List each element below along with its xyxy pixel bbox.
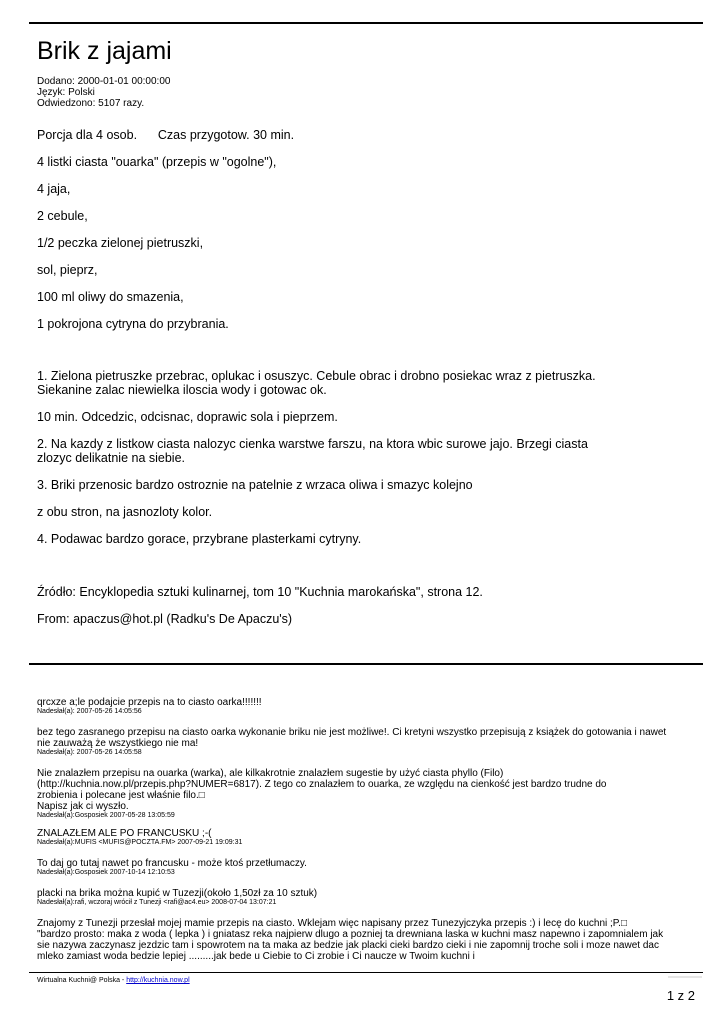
top-rule	[29, 22, 703, 24]
ingredient: 100 ml oliwy do smazenia,	[37, 290, 184, 304]
page-title: Brik z jajami	[37, 37, 172, 65]
comment-author: Nadesłał(a):MUFIS <MUFIS@POCZTA.FM> 2007-09-21 19:09:31	[37, 839, 243, 846]
comment	[37, 727, 677, 757]
footer	[37, 977, 190, 984]
comment-author: Nadesłał(a):Gosposiek 2007-10-14 12:10:53	[37, 869, 175, 876]
comment-text: Znajomy z Tunezji przesłał mojej mamie przepis na ciasto. Wklejam więc napisany przez Tunezyjczyka przepis :) i lecę do kuchni ;P.□ "bardzo prosto: maka z woda ( lepka ) i gniatasz reka najpierw dlugo a pozniej ta drewniana laska w kuchni masz napewno i zapomnialem jak sie nazywa zaczynasz jezdzic tam i spowrotem na ta maka az bedzie jak placki cieki bardzo cieki i nie zapomnij troche soli i moze nawet dac mleko zamiast woda bedzie lepiej .........jak bede u Ciebie to Ci zrobie i Ci naucze w Twoim kuchni i	[37, 918, 664, 962]
comment	[37, 768, 637, 820]
meta-visits: Odwiedzono: 5107 razy.	[37, 98, 145, 109]
footer-rule	[29, 972, 703, 973]
comment-text: bez tego zasranego przepisu na ciasto oarka wykonanie briku nie jest możliwe!. Ci kretyni wszystko przepisują z książek do gotowania i nawet nie zauważą że wszystkiego nie ma!	[37, 727, 667, 749]
step: 10 min. Odcedzic, odcisnac, doprawic sola i pieprzem.	[37, 410, 338, 424]
meta-language: Język: Polski	[37, 87, 95, 98]
comment-text: To daj go tutaj nawet po francusku - może ktoś przetłumaczy.	[37, 858, 307, 869]
comment	[37, 828, 677, 847]
comment	[37, 858, 677, 877]
comment-author: Nadesłał(a):rafi, wczoraj wrócił z Tunezji <rafi@ac4.eu> 2008-07-04 13:07:21	[37, 899, 277, 906]
comment-author: Nadesłał(a):Gosposiek 2007-05-28 13:05:59	[37, 812, 175, 819]
step: z obu stron, na jasnozloty kolor.	[37, 505, 213, 519]
comment-author: Nadesłał(a): 2007-05-26 14:05:56	[37, 708, 142, 715]
portion-info: Porcja dla 4 osob. Czas przygotow. 30 min.	[37, 128, 295, 142]
step: 3. Briki przenosic bardzo ostroznie na patelnie z wrzaca oliwa i smazyc kolejno	[37, 478, 473, 492]
comments-rule	[29, 663, 703, 665]
step: 4. Podawac bardzo gorace, przybrane plasterkami cytryny.	[37, 532, 362, 546]
footer-site: Wirtualna Kuchni@ Polska -	[37, 977, 127, 984]
footer-mark	[668, 976, 702, 978]
recipe-author: From: apaczus@hot.pl (Radku's De Apaczu's)	[37, 612, 293, 626]
comment	[37, 918, 677, 962]
step: 1. Zielona pietruszke przebrac, oplukac i osuszyc. Cebule obrac i drobno posiekac wraz z pietruszka. Siekanine zalac niewielka iloscia wody i gotowac ok.	[37, 369, 596, 397]
ingredient: sol, pieprz,	[37, 263, 98, 277]
ingredient: 4 listki ciasta "ouarka" (przepis w "ogolne"),	[37, 155, 277, 169]
page-number: 1 z 2	[666, 988, 695, 1003]
ingredient: 4 jaja,	[37, 182, 71, 196]
comment-text: placki na brika można kupić w Tuzezji(około 1,50zł za 10 sztuk)	[37, 888, 318, 899]
step: 2. Na kazdy z listkow ciasta nalozyc cienka warstwe farszu, na ktora wbic surowe jajo. Brzegi ciasta zlozyc delikatnie na siebie.	[37, 437, 588, 465]
comment-text: ZNALAZŁEM ALE PO FRANCUSKU ;-(	[37, 828, 212, 839]
footer-link[interactable]: http://kuchnia.now.pl	[126, 977, 190, 984]
ingredient: 1 pokrojona cytryna do przybrania.	[37, 317, 229, 331]
recipe-meta	[37, 76, 170, 109]
recipe-body	[37, 128, 687, 626]
comment-text: qrcxze a;le podajcie przepis na to ciasto oarka!!!!!!!	[37, 697, 262, 708]
meta-added: Dodano: 2000-01-01 00:00:00	[37, 76, 171, 87]
comment	[37, 697, 677, 716]
ingredient: 1/2 peczka zielonej pietruszki,	[37, 236, 204, 250]
ingredient: 2 cebule,	[37, 209, 88, 223]
comment-author: Nadesłał(a): 2007-05-26 14:05:58	[37, 749, 142, 756]
comment-text: Nie znalazłem przepisu na ouarka (warka), ale kilkakrotnie znalazłem sugestie by użyć ciasta phyllo (Filo) (http://kuchnia.now.pl/przepis.php?NUMER=6817). Z tego co znalazłem to ouarka, ze względu na cienkość jest bardzo trudne do zrobienia i polecane jest właśnie filo.□ Napisz jak ci wyszło.	[37, 768, 607, 812]
comment	[37, 888, 677, 907]
recipe-source: Źródło: Encyklopedia sztuki kulinarnej, tom 10 "Kuchnia marokańska", strona 12.	[37, 585, 483, 599]
